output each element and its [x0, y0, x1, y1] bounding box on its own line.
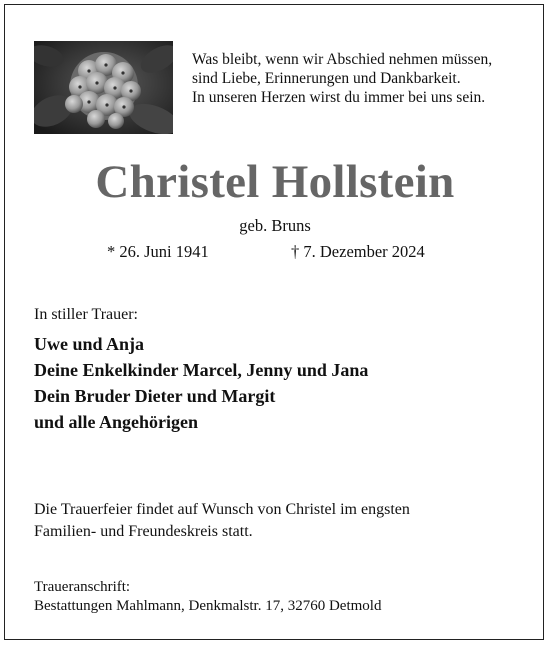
poem-line: sind Liebe, Erinnerungen und Dankbarkeit.: [192, 70, 461, 87]
mourner-entry: und alle Angehörigen: [34, 412, 199, 432]
flower-photo: [34, 41, 173, 134]
service-line: Die Trauerfeier findet auf Wunsch von Christel im engsten: [34, 501, 410, 518]
hydrangea-image: [34, 41, 173, 134]
mourning-label: In stiller Trauer:: [34, 306, 138, 323]
service-line: Familien- und Freundeskreis statt.: [34, 523, 253, 540]
mourner-entry: Uwe und Anja: [34, 334, 145, 354]
condolence-address: [34, 578, 381, 616]
address-value: Bestattungen Mahlmann, Denkmalstr. 17, 32760 Detmold: [34, 598, 382, 614]
mourner-entry: Deine Enkelkinder Marcel, Jenny und Jana: [34, 360, 369, 380]
poem-verse: [192, 50, 492, 107]
poem-line: Was bleibt, wenn wir Abschied nehmen müssen,: [192, 51, 493, 68]
deceased-name: Christel Hollstein: [95, 156, 455, 208]
poem-line: In unseren Herzen wirst du immer bei uns sein.: [192, 89, 486, 106]
mourner-entry: Dein Bruder Dieter und Margit: [34, 386, 276, 406]
birth-date: * 26. Juni 1941: [107, 242, 209, 261]
death-date: † 7. Dezember 2024: [291, 242, 425, 261]
maiden-name: geb. Bruns: [239, 216, 311, 235]
address-label: Traueranschrift:: [34, 579, 131, 595]
mourners-list: [34, 331, 368, 435]
funeral-service-note: [34, 499, 410, 543]
